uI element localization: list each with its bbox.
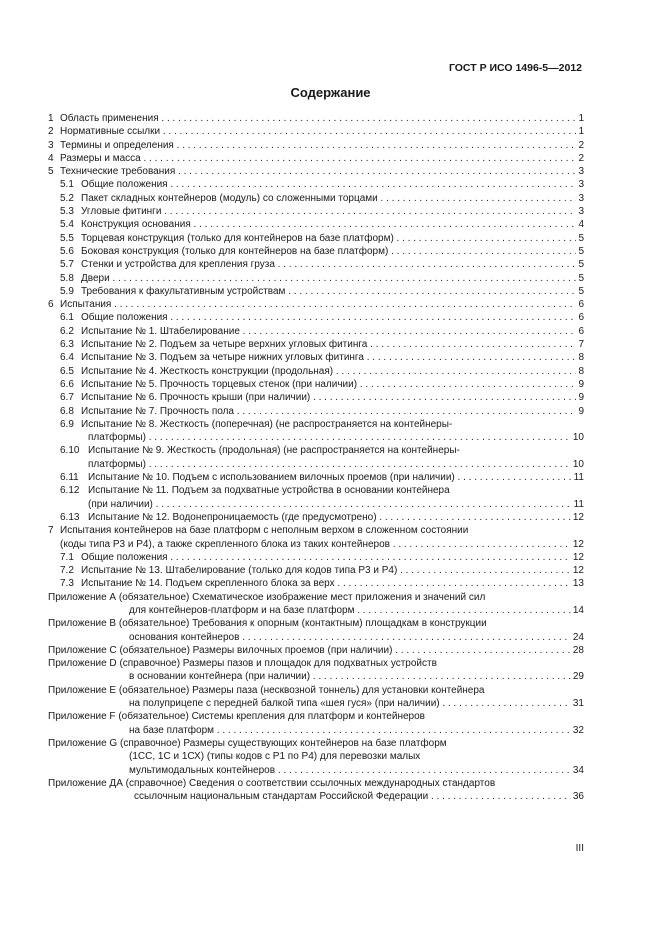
appendix-continuation[interactable]: ссылочным национальным стандартам Российской Федерации . . . 36	[48, 790, 584, 803]
appendix-entry[interactable]: Приложение ДА (справочное) Сведения о соответствии ссылочных международных стандартов	[48, 777, 496, 789]
appendix-continuation[interactable]: (1СС, 1С и 1СХ) (типы кодов с Р1 по Р4) для перевозки малых	[129, 751, 421, 763]
toc-entry-continuation[interactable]: (при наличии) . . . 11	[48, 498, 584, 511]
appendix-entry[interactable]: Приложение F (обязательное) Системы крепления для платформ и контейнеров	[48, 711, 425, 723]
standard-header: ГОСТ Р ИСО 1496-5—2012	[448, 62, 582, 74]
toc-entry[interactable]: 7.1 Общие положения . . . 12	[48, 551, 584, 564]
appendix-continuation[interactable]: мультимодальных контейнеров . . . 34	[48, 764, 584, 777]
toc-entry[interactable]: 3 Термины и определения . . . 2	[48, 139, 584, 152]
toc-entry[interactable]: 5.5 Торцевая конструкция (только для контейнеров на базе платформ) . . . 5	[48, 232, 584, 245]
appendix-continuation[interactable]: основания контейнеров . . . 24	[48, 631, 584, 644]
appendix-continuation[interactable]: на базе платформ . . . 32	[48, 724, 584, 737]
toc-entry[interactable]: 5.9 Требования к факультативным устройствам . . . 5	[48, 285, 584, 298]
toc-entry[interactable]: 5.6 Боковая конструкция (только для контейнеров на базе платформ) . . . 5	[48, 245, 584, 258]
toc-entry[interactable]: 6.7 Испытание № 6. Прочность крыши (при наличии) . . . 9	[48, 391, 584, 404]
toc-entry[interactable]: 5.3 Угловые фитинги . . . 3	[48, 205, 584, 218]
appendix-continuation[interactable]: в основании контейнера (при наличии) . . . 29	[48, 670, 584, 683]
toc-entry[interactable]: 5.1 Общие положения . . . 3	[48, 178, 584, 191]
toc-entry[interactable]: 5.4 Конструкция основания . . . 4	[48, 218, 584, 231]
toc-entry-continuation[interactable]: платформы) . . . 10	[48, 458, 584, 471]
appendix-entry[interactable]: Приложение С (обязательное) Размеры вилочных проемов (при наличии) . . . 28	[48, 644, 584, 657]
toc-entry[interactable]: 7.3 Испытание № 14. Подъем скрепленного блока за верх . . . 13	[48, 577, 584, 590]
page-number: III	[575, 843, 584, 854]
toc-entry[interactable]: 6.5 Испытание № 4. Жесткость конструкции (продольная) . . . 8	[48, 365, 584, 378]
toc-entry[interactable]: 6 Испытания . . . 6	[48, 298, 584, 311]
toc-entry[interactable]: 2 Нормативные ссылки . . . 1	[48, 125, 584, 138]
toc-entry-continuation[interactable]: (коды типа Р3 и Р4), а также скрепленного блока из таких контейнеров . . . 12	[48, 538, 584, 551]
appendix-entry[interactable]: Приложение А (обязательное) Схематическое изображение мест приложения и значений сил	[48, 591, 486, 603]
toc-entry[interactable]: 6.3 Испытание № 2. Подъем за четыре верхних угловых фитинга . . . 7	[48, 338, 584, 351]
appendix-entry[interactable]: Приложение В (обязательное) Требования к опорным (контактным) площадкам в конструкции	[48, 618, 487, 630]
table-of-contents	[48, 112, 584, 803]
appendix-continuation[interactable]: для контейнеров-платформ и на базе платформ . . . 14	[48, 604, 584, 617]
toc-entry[interactable]: 1 Область применения . . . 1	[48, 112, 584, 125]
toc-entry[interactable]: 5 Технические требования . . . 3	[48, 165, 584, 178]
page-title: Содержание	[290, 85, 371, 100]
toc-entry[interactable]: 6.10 Испытание № 9. Жесткость (продольная) (не распространяется на контейнеры-	[60, 445, 460, 457]
toc-entry[interactable]: 7.2 Испытание № 13. Штабелирование (только для кодов типа Р3 и Р4) . . . 12	[48, 564, 584, 577]
toc-entry-continuation[interactable]: платформы) . . . 10	[48, 431, 584, 444]
toc-entry[interactable]: 6.1 Общие положения . . . 6	[48, 311, 584, 324]
appendix-entry[interactable]: Приложение D (справочное) Размеры пазов и площадок для подхватных устройств	[48, 658, 437, 670]
toc-entry[interactable]: 4 Размеры и масса . . . 2	[48, 152, 584, 165]
toc-entry[interactable]: 5.8 Двери . . . 5	[48, 272, 584, 285]
toc-entry[interactable]: 6.11 Испытание № 10. Подъем с использованием вилочных проемов (при наличии) . . . 11	[48, 471, 584, 484]
toc-entry[interactable]: 6.13 Испытание № 12. Водонепроницаемость (где предусмотрено) . . . 12	[48, 511, 584, 524]
toc-entry[interactable]: 6.6 Испытание № 5. Прочность торцевых стенок (при наличии) . . . 9	[48, 378, 584, 391]
appendix-entry[interactable]: Приложение G (справочное) Размеры существующих контейнеров на базе платформ	[48, 737, 447, 749]
toc-entry[interactable]: 6.12 Испытание № 11. Подъем за подхватные устройства в основании контейнера	[60, 485, 450, 497]
toc-entry[interactable]: 7 Испытания контейнеров на базе платформ с неполным верхом в сложенном состоянии	[48, 525, 469, 537]
toc-entry[interactable]: 6.4 Испытание № 3. Подъем за четыре нижних угловых фитинга . . . 8	[48, 351, 584, 364]
toc-entry[interactable]: 5.2 Пакет складных контейнеров (модуль) со сложенными торцами . . . 3	[48, 192, 584, 205]
toc-entry[interactable]: 5.7 Стенки и устройства для крепления груза . . . 5	[48, 258, 584, 271]
toc-entry[interactable]: 6.8 Испытание № 7. Прочность пола . . . 9	[48, 405, 584, 418]
toc-entry[interactable]: 6.2 Испытание № 1. Штабелирование . . . 6	[48, 325, 584, 338]
appendix-entry[interactable]: Приложение Е (обязательное) Размеры паза (несквозной тоннель) для установки контейнера	[48, 684, 485, 696]
toc-entry[interactable]: 6.9 Испытание № 8. Жесткость (поперечная) (не распространяется на контейнеры-	[60, 418, 453, 430]
appendix-continuation[interactable]: на полуприцепе с передней балкой типа «шея гуся» (при наличии) . . . 31	[48, 697, 584, 710]
